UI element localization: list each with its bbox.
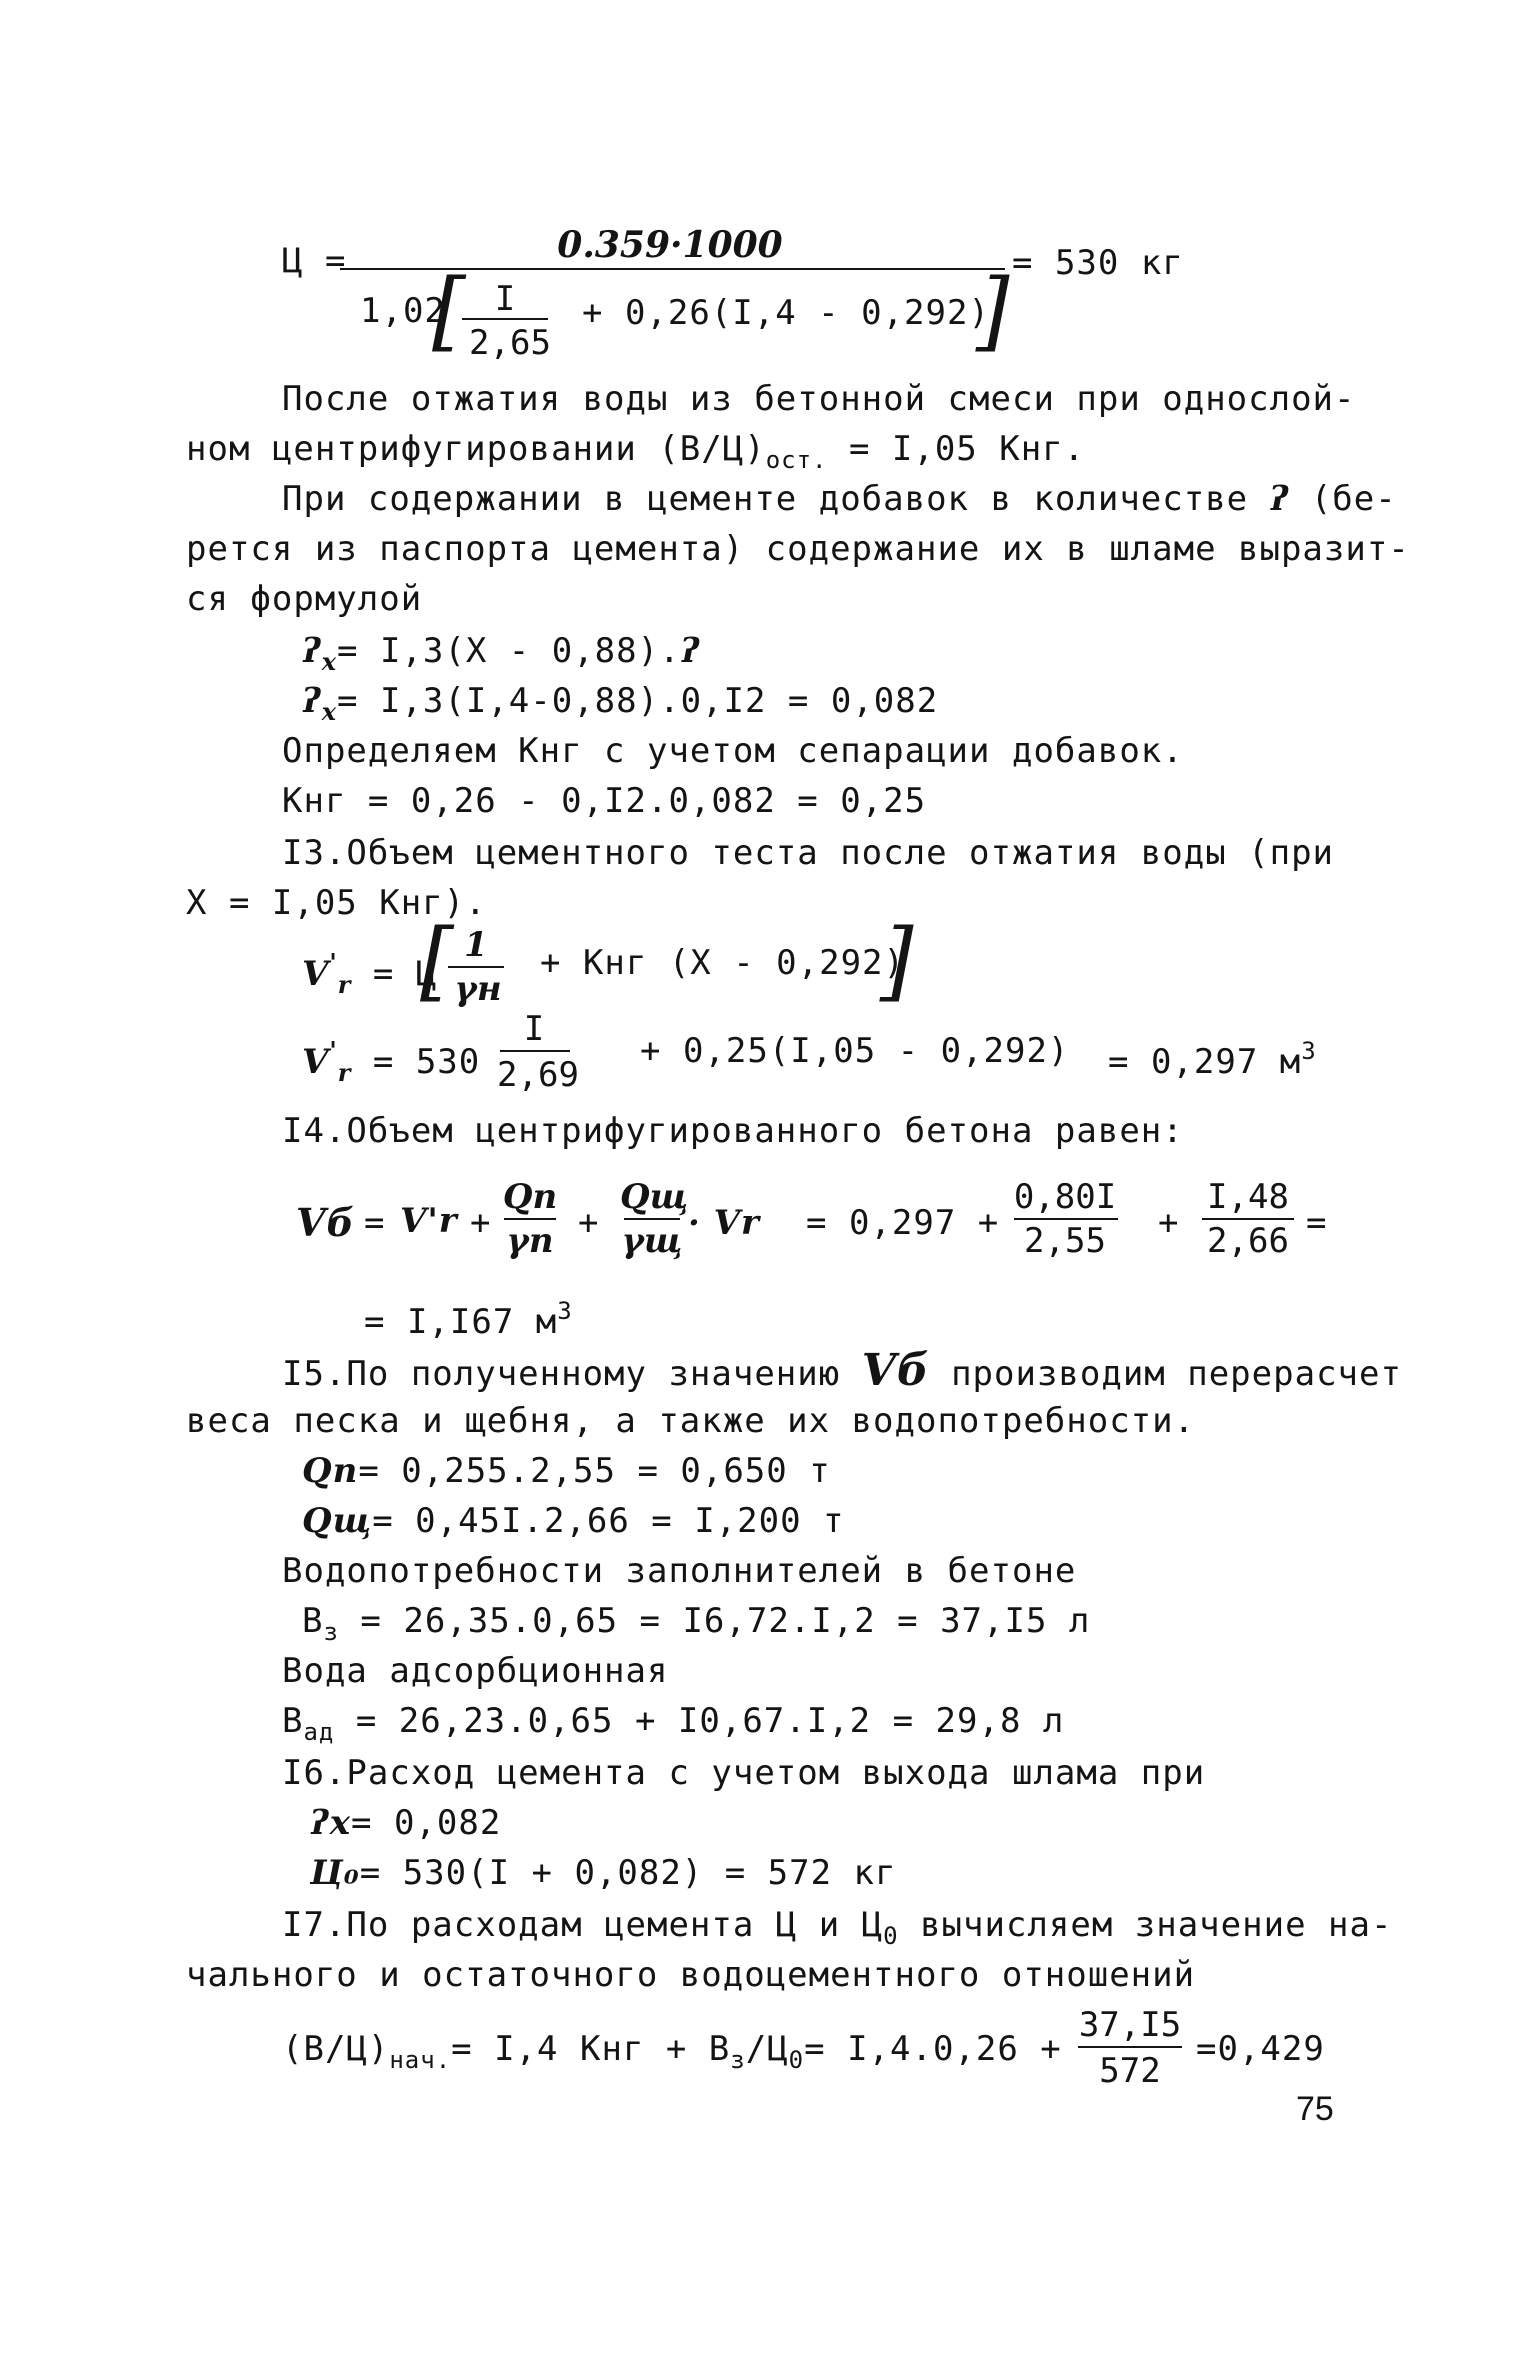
vb-q1-numerator: Qп [502,1177,558,1217]
vb-f1-denominator: 2,55 [1024,1221,1106,1261]
paragraph-line: чального и остаточного водоцементного отношений [186,1955,1196,1995]
vb-dot-vr: · Vr [688,1203,760,1243]
vt2-result [1108,1030,1317,1083]
vb-symbol: Vб [861,1345,930,1396]
bz-equation [302,1600,1090,1653]
vt-close-bracket: ] [880,911,914,1011]
vt-symbol: V [302,1042,330,1082]
section-15-heading [282,1345,1402,1396]
subscript: ад [303,1718,335,1746]
gamma-symbol: ʔх [310,1803,351,1843]
vt1-numerator: 1 [464,925,488,965]
subscript: ост. [765,446,828,474]
c0-symbol: Ц₀ [310,1853,360,1893]
text-segment: производим перерасчет [929,1354,1402,1394]
cement-formula-inner-bar [462,318,548,320]
equation-text: = I,4 Кнг + В [451,2029,731,2069]
c0-equation [310,1852,897,1894]
prime: ' [329,1036,338,1065]
gamma-symbol: ʔ [302,631,322,671]
text-segment: = I,05 Кнг. [827,429,1086,469]
prime: ' [329,948,338,977]
qp-equation [302,1450,831,1492]
vt2-tail: + 0,25(I,05 - 0,292) [640,1031,1070,1071]
cement-formula-inner-den: 2,65 [469,323,551,363]
result-value: = I,I67 м [364,1302,558,1342]
vb-q2-numerator: Qщ [620,1177,689,1217]
paragraph-line: веса песка и щебня, а также их водопотребности. [186,1401,1196,1441]
section-17-heading [282,1904,1392,1957]
subscript: r [337,970,352,999]
vb-f1-bar [1014,1218,1118,1220]
cement-formula-den-tail: + 0,26(I,4 - 0,292) [582,293,990,333]
paragraph-line: После отжатия воды из бетонной смеси при однослой- [282,379,1356,419]
bz-symbol: В [302,1601,324,1641]
subscript: з [323,1618,339,1646]
vb-eq-sign: = [364,1203,386,1243]
result-value: = 0,297 м [1108,1042,1302,1082]
vt2-numerator: I [523,1009,545,1049]
equation-text: = 530(I + 0,082) = 572 кг [359,1853,897,1893]
vb-plus: + [578,1203,600,1243]
subscript: 0 [883,1922,899,1950]
paragraph-line: Водопотребности заполнителей в бетоне [282,1551,1077,1591]
bc-lhs: (В/Ц) [282,2029,390,2069]
vb-lhs: Vб [296,1200,355,1245]
equation-text: = I,3(I,4-0,88).0,I2 = 0,082 [337,681,939,721]
paragraph-line: X = I,05 Кнг). [186,883,487,923]
vb-q1-denominator: γп [506,1221,554,1261]
cement-formula-close-bracket: ] [976,261,1010,361]
bc-fraction-bar [1078,2046,1182,2048]
vb-f1-numerator: 0,80I [1013,1177,1117,1217]
cement-formula-lhs: Ц = [282,241,347,281]
gamma-equation-2 [302,680,938,733]
equation-text: = 0,082 [351,1803,502,1843]
cement-formula-inner-num: I [494,279,516,319]
text-segment: I7.По расходам цемента Ц и Ц [282,1905,884,1945]
cement-formula-den-coef: 1,02 [360,291,446,331]
equation-text: = 0,255.2,55 = 0,650 т [358,1451,831,1491]
vt1-denominator: γн [454,969,502,1009]
qsh-symbol: Qщ [302,1501,373,1541]
vb-f2-denominator: 2,66 [1207,1221,1289,1261]
section-13-heading: I3.Объем цементного теста после отжатия воды (при [282,833,1335,873]
text-segment: I5.По полученному значению [282,1354,862,1394]
bad-equation [282,1700,1064,1753]
bad-symbol: В [282,1701,304,1741]
vt2-fraction-bar [500,1050,570,1052]
text-segment: ном центрифугировании (В/Ц) [186,429,766,469]
cement-formula-numerator: 0.359·1000 [557,224,783,266]
cement-formula-open-bracket: [ [432,261,466,361]
qsh-equation [302,1500,845,1542]
vt1-tail: + Кнг (X - 0,292) [540,943,905,983]
vb-q1-bar [504,1218,556,1220]
subscript: 0 [788,2046,805,2074]
gamma16-equation [310,1802,501,1844]
paragraph-line [282,478,1397,520]
equation-text: /Ц [745,2029,789,2069]
cement-formula-result: = 530 кг [1012,243,1184,283]
bc-result: =0,429 [1196,2029,1325,2069]
vb-mid: = 0,297 + [806,1203,1000,1243]
vb-f2-bar [1202,1218,1294,1220]
subscript: r [337,1058,352,1087]
vb-f2-numerator: I,48 [1207,1177,1289,1217]
section-16-heading: I6.Расход цемента с учетом выхода шлама при [282,1753,1206,1793]
bc-equation [282,2028,1062,2081]
vb-result [364,1290,573,1343]
superscript: 3 [557,1297,573,1325]
vb-vt-term: V'r [400,1201,458,1241]
subscript: нач. [389,2046,452,2074]
equation-text: = 26,23.0,65 + I0,67.I,2 = 29,8 л [334,1701,1065,1741]
paragraph-line [186,428,1085,481]
equation-text: = 0,45I.2,66 = I,200 т [372,1501,845,1541]
vb-plus: + [470,1203,492,1243]
vt-open-bracket: [ [420,911,454,1011]
vb-q2-bar [624,1218,680,1220]
vt-symbol: V [302,954,330,994]
vt-formula-2 [302,1030,480,1094]
vb-q2-denominator: γщ [621,1221,683,1261]
gamma-equation-1 [302,630,700,683]
subscript: x [321,697,338,726]
paragraph-line: рется из паспорта цемента) содержание их в шламе выразит- [186,529,1410,569]
vt-formula-1 [302,942,437,1006]
equation-text: = 530 [372,1042,481,1082]
subscript: x [321,647,338,676]
vt2-denominator: 2,69 [497,1055,579,1095]
text-segment: При содержании в цементе добавок в количестве [282,479,1270,519]
vb-plus: + [1158,1203,1180,1243]
section-14-heading: I4.Объем центрифугированного бетона равен: [282,1111,1184,1151]
bc-denominator: 572 [1099,2051,1161,2091]
subscript: з [730,2046,746,2074]
bc-numerator: 37,I5 [1078,2005,1182,2045]
gamma-symbol: ʔ [302,681,322,721]
equation-text: = 26,35.0,65 = I6,72.I,2 = 37,I5 л [338,1601,1091,1641]
gamma-symbol: ʔ [1269,479,1290,519]
equation-text: = Ц [372,954,438,994]
paragraph-line: ся формулой [186,579,423,619]
vt1-fraction-bar [448,966,504,968]
superscript: 3 [1301,1037,1317,1065]
vb-end-eq: = [1306,1203,1328,1243]
paragraph-line: Определяем Кнг с учетом сепарации добавок. [282,731,1184,771]
qp-symbol: Qп [302,1451,359,1491]
gamma-symbol: ʔ [680,631,701,671]
equation-line: Кнг = 0,26 - 0,I2.0,082 = 0,25 [282,781,927,821]
equation-text: = I,4.0,26 + [804,2029,1062,2069]
equation-text: = I,3(X - 0,88). [337,631,681,671]
paragraph-line: Вода адсорбционная [282,1651,669,1691]
page-number: 75 [1296,2090,1334,2128]
text-segment: (бе- [1289,479,1397,519]
text-segment: вычисляем значение на- [898,1905,1393,1945]
